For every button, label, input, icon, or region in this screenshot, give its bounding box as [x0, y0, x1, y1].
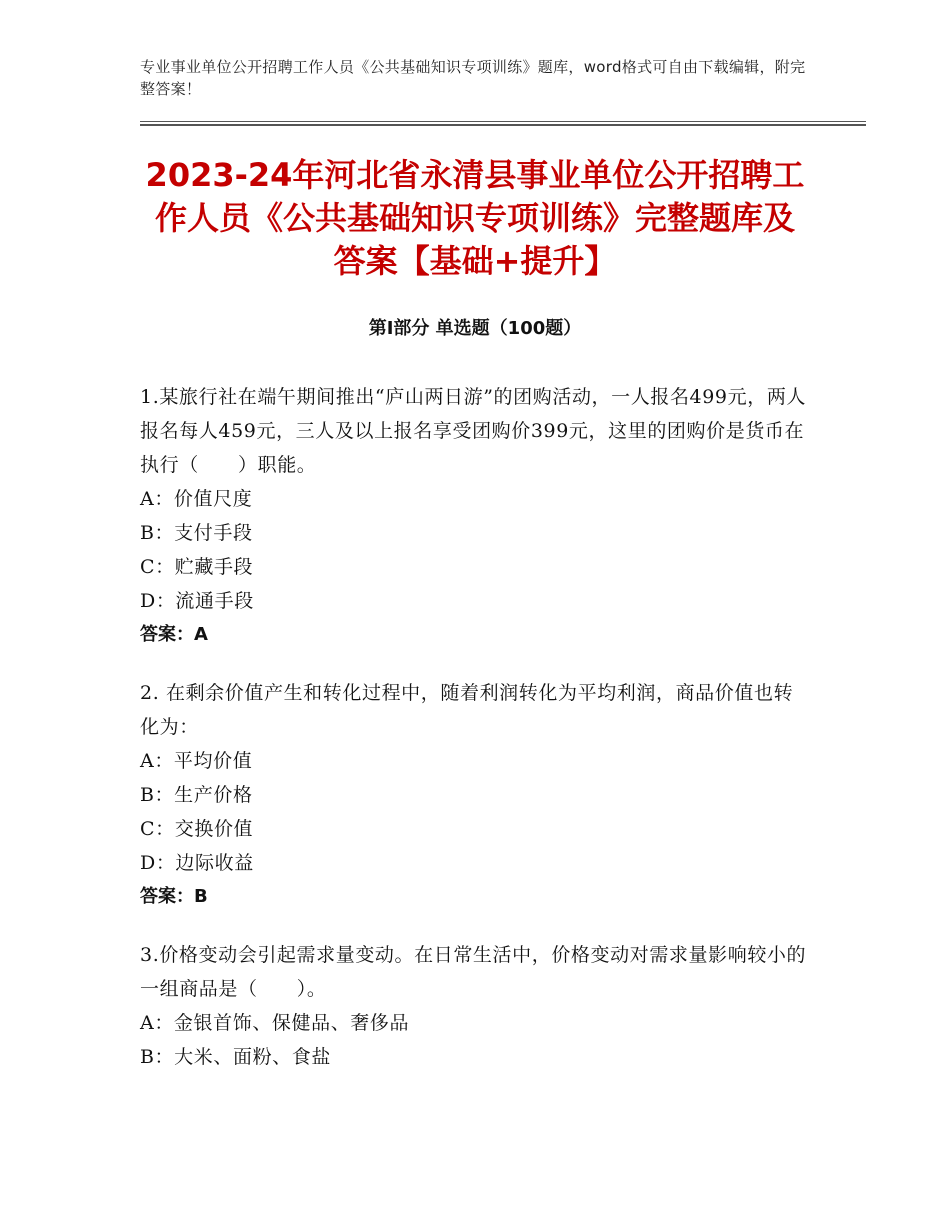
option-a: A：平均价值 [140, 750, 253, 772]
document-title: 2023-24年河北省永清县事业单位公开招聘工作人员《公共基础知识专项训练》完整题库及答案【基础+提升】 [145, 156, 805, 280]
question-stem: 2. 在剩余价值产生和转化过程中，随着利润转化为平均利润，商品价值也转化为： [140, 682, 794, 738]
option-c: C：贮藏手段 [140, 556, 254, 578]
option-b: B：生产价格 [140, 784, 253, 806]
option-a: A：金银首饰、保健品、奢侈品 [140, 1012, 410, 1034]
header-note: 专业事业单位公开招聘工作人员《公共基础知识专项训练》题库，word格式可自由下载编辑，附完整答案！ [140, 58, 806, 98]
section-heading: 第Ⅰ部分 单选题（100题） [368, 318, 582, 339]
question-2 [140, 676, 812, 914]
answer: 答案：A [140, 624, 208, 645]
header-rule-thick [140, 124, 866, 126]
header-rule-thin [140, 121, 866, 122]
option-d: D：流通手段 [140, 590, 254, 612]
option-a: A：价值尺度 [140, 488, 253, 510]
option-b: B：支付手段 [140, 522, 253, 544]
question-stem: 1.某旅行社在端午期间推出“庐山两日游”的团购活动，一人报名499元，两人报名每人459元，三人及以上报名享受团购价399元，这里的团购价是货币在执行（ ）职能。 [140, 386, 807, 476]
question-1 [140, 380, 812, 652]
option-c: C：交换价值 [140, 818, 254, 840]
question-3 [140, 938, 812, 1074]
question-list [140, 380, 812, 1098]
option-d: D：边际收益 [140, 852, 254, 874]
option-b: B：大米、面粉、食盐 [140, 1046, 331, 1068]
question-stem: 3.价格变动会引起需求量变动。在日常生活中，价格变动对需求量影响较小的一组商品是（ ）。 [140, 944, 807, 1000]
answer: 答案：B [140, 886, 208, 907]
